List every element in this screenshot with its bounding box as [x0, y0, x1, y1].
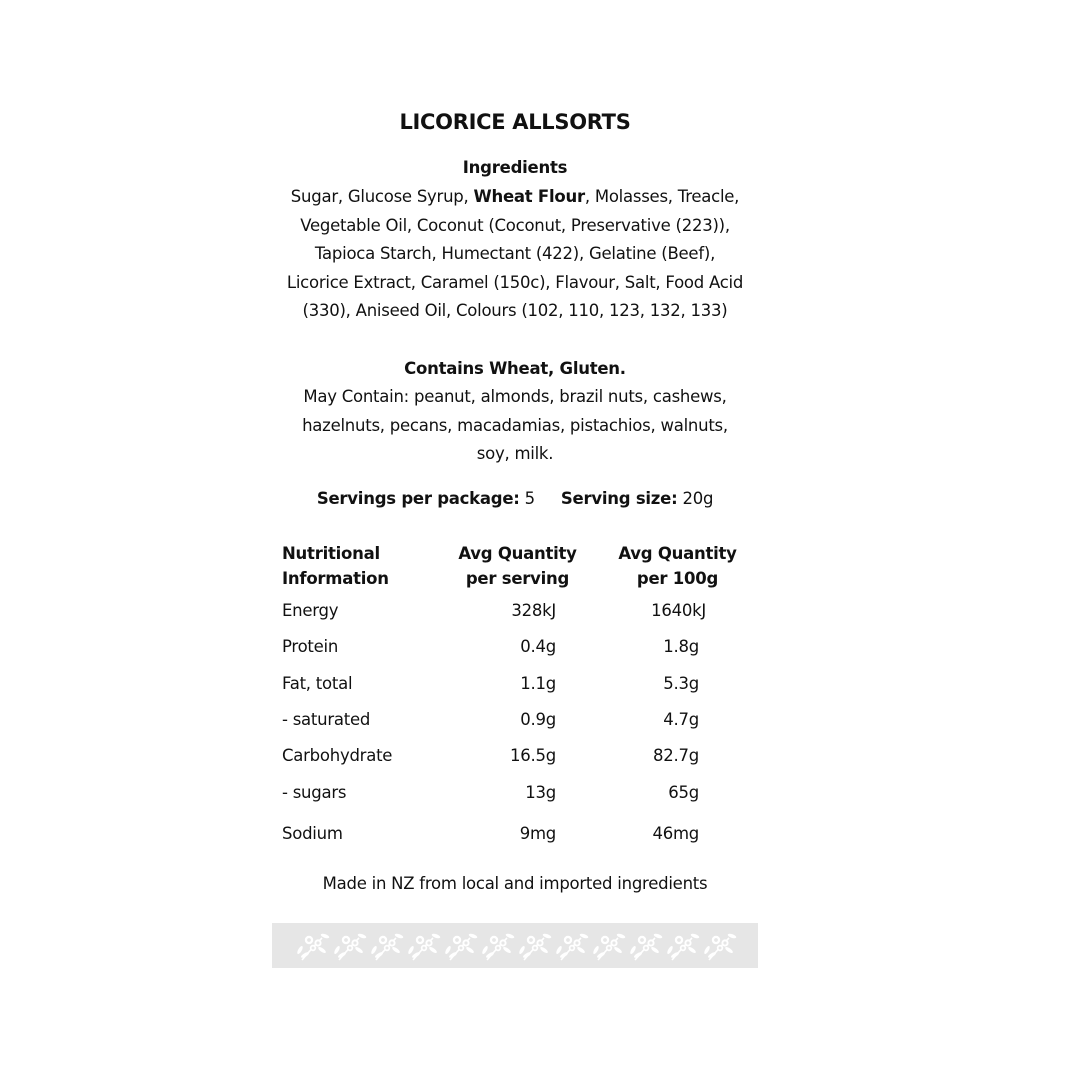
may-contain-line: soy, milk.: [476, 444, 554, 464]
serving-size-label: Serving size:: [560, 489, 678, 508]
nutrient-name: Sodium: [282, 824, 343, 843]
nutrient-per-100g: 65g: [668, 783, 699, 802]
product-title: LICORICE ALLSORTS: [399, 110, 631, 134]
nutrient-name: Fat, total: [282, 674, 353, 693]
may-contain-line: May Contain: peanut, almonds, brazil nuts, cashews,: [303, 387, 727, 406]
nutrition-row-protein: [270, 637, 760, 665]
allergen-contains: Contains Wheat, Gluten.: [404, 359, 626, 378]
nutrient-name: - saturated: [282, 710, 371, 729]
nutrient-name: Protein: [282, 637, 339, 656]
nutrient-name: Carbohydrate: [282, 746, 393, 765]
ingredients-line: Sugar, Glucose Syrup, Wheat Flour, Molasses, Treacle,: [290, 187, 740, 206]
nutrition-row-energy: [270, 601, 760, 629]
origin-statement: Made in NZ from local and imported ingredients: [322, 874, 708, 893]
serving-size-value: 20g: [677, 489, 714, 508]
servings-per-package-label: Servings per package:: [316, 489, 520, 508]
nutrient-per-serving: 1.1g: [520, 674, 556, 693]
nutrient-per-serving: 13g: [525, 783, 556, 802]
nutrient-per-100g: 82.7g: [653, 746, 699, 765]
nutrient-per-100g: 1640kJ: [651, 601, 706, 620]
nutrient-per-serving: 9mg: [519, 824, 556, 843]
servings-info: [270, 489, 760, 508]
flower-sprig-icon: [481, 933, 515, 960]
flower-sprig-icon: [296, 933, 330, 960]
flower-sprig-icon: [444, 933, 478, 960]
nutrient-per-serving: 328kJ: [511, 601, 556, 620]
flower-sprig-icon: [333, 933, 367, 960]
servings-per-package-value: 5: [519, 489, 535, 508]
nutrient-per-serving: 0.9g: [520, 710, 556, 729]
nutrient-name: Energy: [282, 601, 339, 620]
nutrient-per-100g: 5.3g: [663, 674, 699, 693]
nutrition-row-sodium: [270, 824, 760, 852]
flower-sprig-icon: [629, 933, 663, 960]
nutrient-per-100g: 1.8g: [663, 637, 699, 656]
may-contain-line: hazelnuts, pecans, macadamias, pistachios, walnuts,: [302, 415, 728, 435]
flower-pattern: [272, 923, 758, 968]
nutrition-header-per-100g: Avg Quantity per 100g: [618, 544, 737, 588]
flower-sprig-icon: [666, 933, 700, 960]
flower-sprig-icon: [703, 933, 737, 960]
ingredients-line: Vegetable Oil, Coconut (Coconut, Preservative (223)),: [300, 215, 730, 235]
flower-sprig-icon: [370, 933, 404, 960]
nutrition-row-carbohydrate: [270, 746, 760, 774]
ingredients-line: Licorice Extract, Caramel (150c), Flavour, Salt, Food Acid: [286, 272, 744, 292]
flower-sprig-icon: [407, 933, 441, 960]
nutrition-header-name: Nutritional Information: [282, 544, 389, 588]
nutrient-per-100g: 46mg: [652, 824, 699, 843]
nutrition-label: [270, 0, 760, 1080]
nutrition-row-sugars: [270, 783, 760, 811]
flower-sprig-icon: [592, 933, 626, 960]
flower-sprig-icon: [518, 933, 552, 960]
flower-sprig-icon: [555, 933, 589, 960]
nutrient-per-serving: 16.5g: [510, 746, 556, 765]
nutrient-name: - sugars: [282, 783, 347, 802]
may-contain-statement: [270, 383, 760, 469]
nutrition-row-saturated: [270, 710, 760, 738]
ingredients-list: [270, 183, 760, 326]
decorative-pattern-strip: [272, 923, 758, 968]
nutrition-row-fat-total: [270, 674, 760, 702]
ingredients-line: Tapioca Starch, Humectant (422), Gelatine (Beef),: [314, 244, 716, 264]
ingredients-heading: Ingredients: [462, 158, 568, 177]
allergen-highlight: Wheat Flour: [473, 187, 585, 206]
nutrient-per-100g: 4.7g: [663, 710, 699, 729]
nutrient-per-serving: 0.4g: [520, 637, 556, 656]
ingredients-line: (330), Aniseed Oil, Colours (102, 110, 123, 132, 133): [302, 301, 728, 321]
nutrition-header-per-serving: Avg Quantity per serving: [458, 544, 577, 588]
